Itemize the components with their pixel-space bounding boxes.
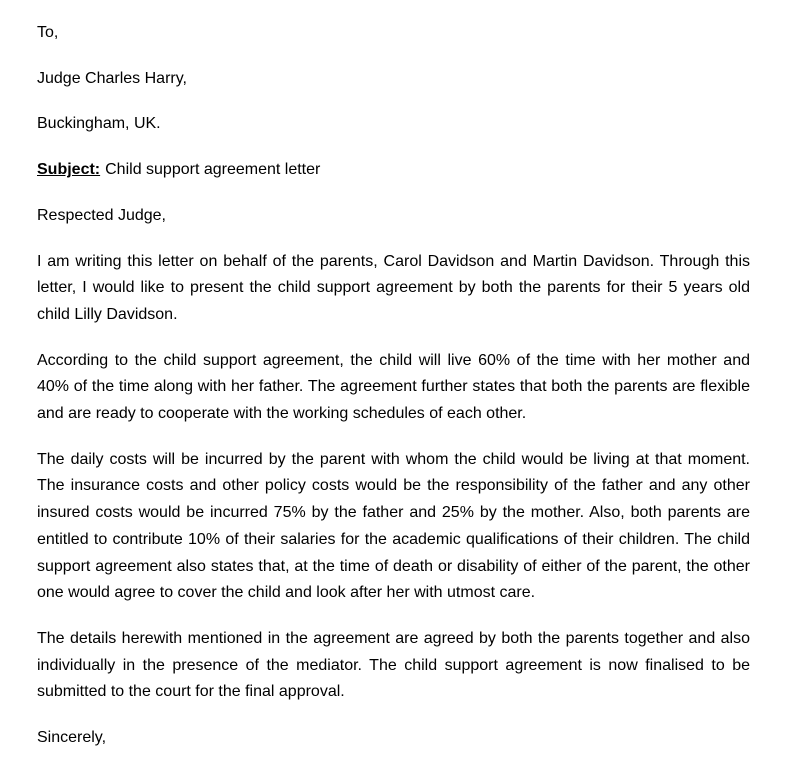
- recipient-address: Buckingham, UK.: [37, 115, 161, 133]
- paragraph-costs: The daily costs will be incurred by the parent with whom the child would be living at that moment. The insurance costs and other policy costs would be the responsibility of the father and any other insured costs would be incurred 75% by the father and 25% by the mother. Also, both parents are entitled to contribute 10% of their salaries for the academic qualifications of their children. The child support agreement also states that, at the time of death or disability of either of the parent, the other one would agree to cover the child and look after her with utmost care.: [37, 450, 750, 602]
- subject-line: [37, 157, 750, 184]
- subject-text: Child support agreement letter: [105, 161, 321, 179]
- recipient-salutation: To,: [37, 24, 59, 41]
- paragraph-intro: I am writing this letter on behalf of the parents, Carol Davidson and Martin Davidson. Through this letter, I would like to present the child support agreement by both the parents for their 5 years old child Lilly Davidson.: [37, 252, 750, 323]
- paragraph-finalisation: The details herewith mentioned in the agreement are agreed by both the parents together and also individually in the presence of the mediator. The child support agreement is now finalised to be submitted to the court for the final approval.: [37, 629, 750, 701]
- greeting: Respected Judge,: [37, 206, 166, 224]
- paragraph-living-arrangement: According to the child support agreement, the child will live 60% of the time with her mother and 40% of the time along with her father. The agreement further states that both the parents are flexible and are ready to cooperate with the working schedules of each other.: [37, 351, 750, 423]
- subject-label: Subject:: [37, 161, 101, 179]
- closing: Sincerely,: [37, 729, 107, 747]
- recipient-name: Judge Charles Harry,: [37, 69, 187, 87]
